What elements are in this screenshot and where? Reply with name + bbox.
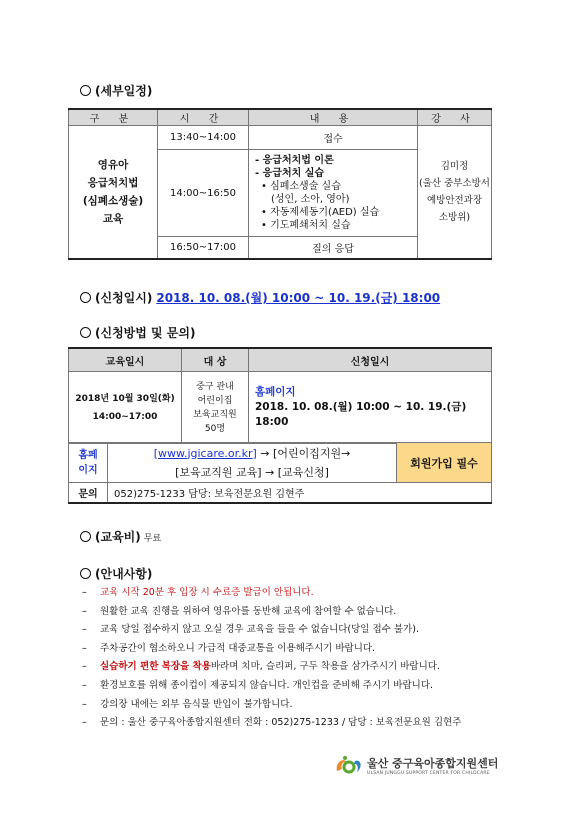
apply-date-value: 2018. 10. 08.(월) 10:00 ~ 10. 19.(금) 18:00 [156,291,441,305]
target-cell: 중구 관내 어린이집 보육교직원 50명 [182,372,249,444]
circle-bullet-icon [80,327,91,338]
circle-bullet-icon [80,292,91,303]
circle-bullet-icon [80,85,91,96]
header-category: 구 분 [69,109,158,126]
notice-item: – 주차공간이 협소하오니 가급적 대중교통을 이용해주시기 바랍니다. [82,642,376,654]
header-target: 대 상 [182,348,249,372]
content-cell: 접수 [249,126,418,150]
edu-date-cell: 2018년 10월 30일(화) 14:00~17:00 [69,372,182,444]
logo-name-en: ULSAN JUNGGU SUPPORT CENTER FOR CHILDCARE [367,770,490,776]
notice-item: – 문의 : 울산 중구육아종합지원센터 전화 : 052)275-1233 / 담당 : 보육전문요원 김현주 [82,717,462,729]
center-logo-icon [333,753,363,777]
homepage-path-cell: [www.jgicare.or.kr] → [어린이집지원→ [보육교직원 교육] → [교육신청] [108,443,397,483]
circle-bullet-icon [80,531,91,542]
notice-item: – 실습하기 편한 복장을 착용바라며 치마, 슬리퍼, 구두 착용을 삼가주시기 바랍니다. [82,661,440,673]
section-apply-date: (신청일시) 2018. 10. 08.(월) 10:00 ~ 10. 19.(금) 18:00 [80,289,440,306]
section-notice: (안내사항) [80,565,152,582]
time-cell: 14:00~16:50 [158,150,249,237]
homepage-link[interactable]: [www.jgicare.or.kr] [153,446,257,460]
homepage-label: 홈페 이지 [69,443,108,483]
instructor-cell: 김미정 (울산 중부소방서 예방안전과장 소방위) [418,126,492,259]
apply-table [68,347,492,444]
header-apply-date: 신청일시 [249,348,492,372]
membership-required-badge: 회원가입 필수 [397,443,492,483]
notice-list [82,584,461,733]
header-instructor: 강 사 [418,109,492,126]
schedule-table [68,108,492,260]
center-logo [333,753,498,777]
contact-label: 문의 [69,483,108,503]
time-cell: 16:50~17:00 [158,237,249,259]
fee-value: 무료 [143,534,162,544]
logo-name-ko: 울산 중구육아종합지원센터 [367,756,499,770]
section-detail-schedule: (세부일정) [80,82,152,99]
content-bullets: - 응급처치법 이론 - 응급처치 실습 • 심폐소생술 실습 (성인, 소아, 영아) • 자동제세동기(AED) 실습 • 기도폐쇄처치 실습 [249,150,418,237]
time-cell: 13:40~14:00 [158,126,249,150]
header-content: 내 용 [249,109,418,126]
header-time: 시 간 [158,109,249,126]
header-edu-date: 교육일시 [69,348,182,372]
contact-value: 052)275-1233 담당: 보육전문요원 김현주 [108,483,492,503]
content-cell: 질의 응답 [249,237,418,259]
notice-item: – 교육 시작 20분 후 입장 시 수료증 발급이 안됩니다. [82,587,314,598]
homepage-contact-table [68,442,492,504]
notice-item: – 환경보호를 위해 종이컵이 제공되지 않습니다. 개인컵을 준비해 주시기 바랍니다. [82,679,434,691]
notice-item: – 원활한 교육 진행을 위하여 영유아를 동반해 교육에 참여할 수 없습니다. [82,605,397,617]
circle-bullet-icon [80,568,91,579]
category-cell: 영유아 응급처치법 (심폐소생술) 교육 [69,126,158,259]
apply-period-cell: 홈페이지 2018. 10. 08.(월) 10:00 ~ 10. 19.(금) 18:00 [249,372,492,444]
notice-item: – 교육 당일 접수하지 않고 오실 경우 교육을 들을 수 없습니다(당일 접수 불가). [82,624,419,636]
notice-item: – 강의장 내에는 외부 음식물 반입이 불가합니다. [82,698,293,710]
section-fee: (교육비) 무료 [80,528,161,545]
section-apply-method: (신청방법 및 문의) [80,324,195,341]
